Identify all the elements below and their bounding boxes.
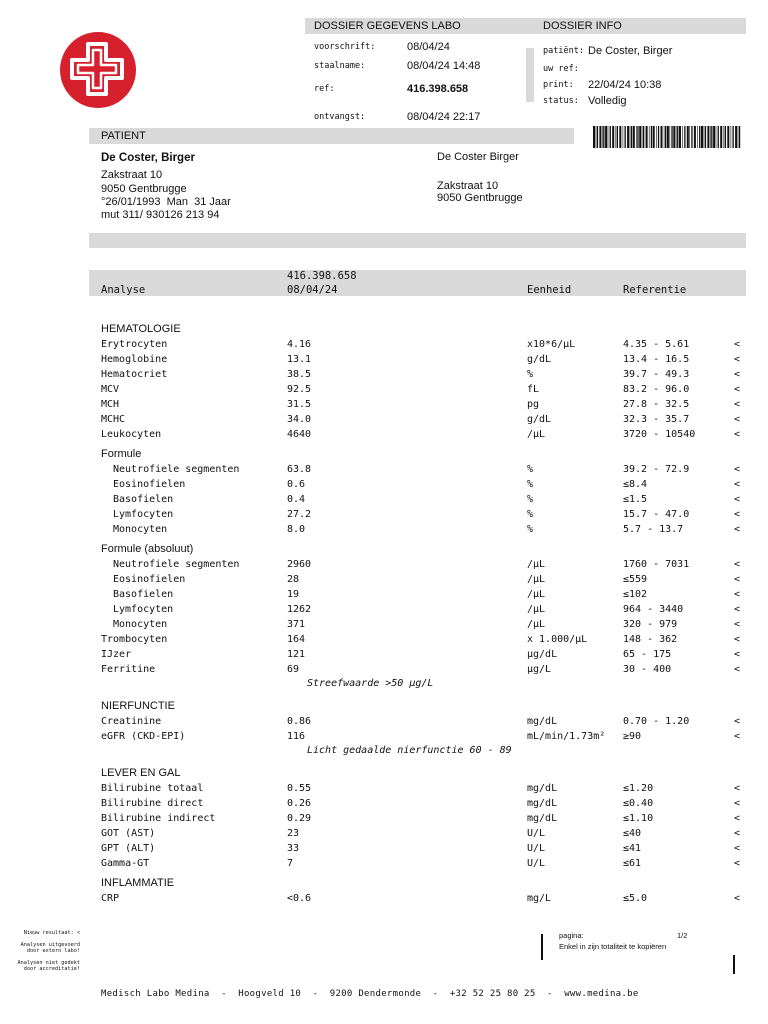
result-unit: µg/L: [527, 664, 552, 675]
new-result-flag: <: [734, 731, 741, 742]
result-unit: %: [527, 479, 534, 490]
reference-range: ≥90: [623, 731, 642, 742]
col-date: 08/04/24: [287, 284, 338, 296]
new-result-flag: <: [734, 559, 741, 570]
new-result-flag: <: [734, 339, 741, 350]
analysis-name: Neutrofiele segmenten: [113, 559, 240, 570]
analysis-name: MCHC: [101, 414, 126, 425]
result-unit: mg/dL: [527, 716, 558, 727]
results-table: [0, 322, 768, 906]
result-unit: %: [527, 524, 534, 535]
result-unit: g/dL: [527, 414, 552, 425]
info-side-bar: [526, 48, 534, 102]
reference-range: 4.35 - 5.61: [623, 339, 690, 350]
reference-range: 1760 - 7031: [623, 559, 690, 570]
result-value: 23: [287, 828, 300, 839]
mail-city: 9050 Gentbrugge: [437, 192, 523, 204]
section-note: Licht gedaalde nierfunctie 60 - 89: [307, 745, 512, 756]
analysis-name: Lymfocyten: [113, 604, 174, 615]
result-value: 121: [287, 649, 306, 660]
page-corner-rule: [733, 955, 735, 974]
result-row: [0, 811, 768, 826]
reference-range: 39.2 - 72.9: [623, 464, 690, 475]
section-title: Formule (absoluut): [101, 543, 194, 555]
result-unit: fL: [527, 384, 540, 395]
result-value: 7: [287, 858, 294, 869]
result-row: [0, 572, 768, 587]
patient-bar: [89, 128, 574, 144]
result-unit: /µL: [527, 589, 546, 600]
result-row: [0, 507, 768, 522]
new-result-flag: <: [734, 384, 741, 395]
section-title: NIERFUNCTIE: [101, 700, 175, 712]
result-value: 116: [287, 731, 306, 742]
new-result-flag: <: [734, 716, 741, 727]
new-result-flag: <: [734, 509, 741, 520]
reference-range: ≤1.10: [623, 813, 654, 824]
analysis-name: Creatinine: [101, 716, 162, 727]
reference-range: ≤41: [623, 843, 642, 854]
new-result-flag: <: [734, 634, 741, 645]
result-unit: %: [527, 464, 534, 475]
result-unit: %: [527, 494, 534, 505]
result-unit: mg/dL: [527, 783, 558, 794]
new-result-flag: <: [734, 858, 741, 869]
new-result-flag: <: [734, 524, 741, 535]
result-value: 371: [287, 619, 306, 630]
new-result-flag: <: [734, 464, 741, 475]
analysis-name: Eosinofielen: [113, 574, 186, 585]
result-value: 0.6: [287, 479, 306, 490]
result-row: [0, 602, 768, 617]
result-row: [0, 891, 768, 906]
result-value: 0.55: [287, 783, 312, 794]
patient-value: De Coster, Birger: [588, 45, 673, 57]
ref-label: ref:: [314, 84, 335, 94]
reference-range: ≤0.40: [623, 798, 654, 809]
result-row: [0, 427, 768, 442]
mail-street: Zakstraat 10: [437, 180, 499, 192]
analysis-name: MCV: [101, 384, 120, 395]
result-row: [0, 367, 768, 382]
reference-range: 27.8 - 32.5: [623, 399, 690, 410]
analysis-name: Gamma-GT: [101, 858, 150, 869]
reference-range: ≤40: [623, 828, 642, 839]
staalname-value: 08/04/24 14:48: [407, 60, 481, 72]
result-value: 0.29: [287, 813, 312, 824]
footer-address: Medisch Labo Medina - Hoogveld 10 - 9200 Dendermonde - +32 52 25 80 25 - www.medina.be: [101, 989, 639, 999]
staalname-label: staalname:: [314, 61, 366, 71]
result-unit: mg/dL: [527, 813, 558, 824]
reference-range: 39.7 - 49.3: [623, 369, 690, 380]
lab-section-title: DOSSIER GEGEVENS LABO: [314, 20, 461, 32]
reference-range: 5.7 - 13.7: [623, 524, 684, 535]
analysis-name: Bilirubine indirect: [101, 813, 216, 824]
result-unit: %: [527, 369, 534, 380]
new-result-flag: <: [734, 649, 741, 660]
result-row: [0, 826, 768, 841]
analysis-name: Lymfocyten: [113, 509, 174, 520]
legend-external-2: door extern labo!: [26, 948, 80, 954]
new-result-flag: <: [734, 828, 741, 839]
result-unit: mL/min/1.73m²: [527, 731, 606, 742]
reference-range: 13.4 - 16.5: [623, 354, 690, 365]
col-analysis: Analyse: [101, 284, 146, 296]
analysis-name: eGFR (CKD-EPI): [101, 731, 186, 742]
new-result-flag: <: [734, 574, 741, 585]
reference-range: 65 - 175: [623, 649, 672, 660]
result-unit: mg/L: [527, 893, 552, 904]
barcode: [593, 126, 741, 148]
result-row: [0, 729, 768, 744]
result-value: 2960: [287, 559, 312, 570]
result-value: 8.0: [287, 524, 306, 535]
voorschrift-value: 08/04/24: [407, 41, 450, 53]
reference-range: 32.3 - 35.7: [623, 414, 690, 425]
patient-city: 9050 Gentbrugge: [101, 183, 187, 195]
patient-section-title: PATIENT: [101, 130, 146, 142]
result-unit: U/L: [527, 843, 546, 854]
result-value: 0.26: [287, 798, 312, 809]
analysis-name: IJzer: [101, 649, 132, 660]
legend-external: Analysen uitgevoerd: [20, 942, 80, 948]
ref-value: 416.398.658: [407, 83, 469, 95]
result-unit: %: [527, 509, 534, 520]
section-title: HEMATOLOGIE: [101, 323, 181, 335]
analysis-name: CRP: [101, 893, 120, 904]
result-unit: µg/dL: [527, 649, 558, 660]
new-result-flag: <: [734, 619, 741, 630]
patient-name: De Coster, Birger: [101, 152, 195, 164]
result-value: 34.0: [287, 414, 312, 425]
section-title: LEVER EN GAL: [101, 767, 181, 779]
patient-birth: °26/01/1993 Man 31 Jaar: [101, 196, 231, 208]
status-value: Volledig: [588, 95, 627, 107]
result-value: 28: [287, 574, 300, 585]
result-row: [0, 352, 768, 367]
analysis-name: Monocyten: [113, 524, 168, 535]
patient-insurance: mut 311/ 930126 213 94: [101, 209, 220, 221]
result-value: 69: [287, 664, 300, 675]
uwref-label: uw ref:: [543, 64, 579, 74]
new-result-flag: <: [734, 369, 741, 380]
analysis-name: Ferritine: [101, 664, 156, 675]
col-unit: Eenheid: [527, 284, 572, 296]
result-unit: x 1.000/µL: [527, 634, 588, 645]
result-unit: /µL: [527, 604, 546, 615]
new-result-flag: <: [734, 354, 741, 365]
result-row: [0, 492, 768, 507]
new-result-flag: <: [734, 798, 741, 809]
ontvangst-value: 08/04/24 22:17: [407, 111, 481, 123]
new-result-flag: <: [734, 893, 741, 904]
reference-range: 30 - 400: [623, 664, 672, 675]
result-unit: U/L: [527, 828, 546, 839]
analysis-name: Leukocyten: [101, 429, 162, 440]
page-value: 1/2: [677, 931, 688, 940]
print-label: print:: [543, 80, 574, 90]
result-value: 19: [287, 589, 300, 600]
result-row: [0, 337, 768, 352]
reference-range: ≤559: [623, 574, 648, 585]
result-row: [0, 397, 768, 412]
new-result-flag: <: [734, 414, 741, 425]
page-info-rule: [541, 934, 543, 960]
result-value: 0.4: [287, 494, 306, 505]
reference-range: 15.7 - 47.0: [623, 509, 690, 520]
result-row: [0, 557, 768, 572]
result-row: [0, 522, 768, 537]
result-unit: pg: [527, 399, 540, 410]
new-result-flag: <: [734, 843, 741, 854]
analysis-name: Basofielen: [113, 589, 174, 600]
col-ref-number: 416.398.658: [287, 270, 357, 282]
reference-range: ≤8.4: [623, 479, 648, 490]
legend: [0, 930, 80, 972]
result-row: [0, 462, 768, 477]
analysis-name: Neutrofiele segmenten: [113, 464, 240, 475]
result-unit: x10*6/µL: [527, 339, 576, 350]
ontvangst-label: ontvangst:: [314, 112, 366, 122]
result-row: [0, 856, 768, 871]
result-unit: /µL: [527, 429, 546, 440]
reference-range: ≤1.5: [623, 494, 648, 505]
result-row: [0, 477, 768, 492]
result-row: [0, 781, 768, 796]
analysis-name: Trombocyten: [101, 634, 168, 645]
result-unit: /µL: [527, 619, 546, 630]
result-row: [0, 412, 768, 427]
reference-range: 320 - 979: [623, 619, 678, 630]
analysis-name: GPT (ALT): [101, 843, 156, 854]
new-result-flag: <: [734, 399, 741, 410]
reference-range: 148 - 362: [623, 634, 678, 645]
result-unit: U/L: [527, 858, 546, 869]
status-label: status:: [543, 96, 579, 106]
result-value: 38.5: [287, 369, 312, 380]
result-row: [0, 662, 768, 677]
result-value: 27.2: [287, 509, 312, 520]
new-result-flag: <: [734, 783, 741, 794]
new-result-flag: <: [734, 429, 741, 440]
result-unit: /µL: [527, 559, 546, 570]
result-value: 92.5: [287, 384, 312, 395]
result-row: [0, 587, 768, 602]
copy-note: Enkel in zijn totaliteit te kopiëren: [559, 942, 667, 951]
analysis-name: GOT (AST): [101, 828, 156, 839]
reference-range: ≤102: [623, 589, 648, 600]
analysis-name: Hemoglobine: [101, 354, 168, 365]
reference-range: 0.70 - 1.20: [623, 716, 690, 727]
mail-name: De Coster Birger: [437, 151, 519, 163]
result-value: 63.8: [287, 464, 312, 475]
col-reference: Referentie: [623, 284, 687, 296]
legend-accreditation-2: door accreditatie!: [23, 966, 80, 972]
new-result-flag: <: [734, 604, 741, 615]
analysis-name: Hematocriet: [101, 369, 168, 380]
separator-bar: [89, 233, 746, 248]
new-result-flag: <: [734, 813, 741, 824]
analysis-name: Eosinofielen: [113, 479, 186, 490]
result-value: 33: [287, 843, 300, 854]
reference-range: ≤1.20: [623, 783, 654, 794]
result-value: 31.5: [287, 399, 312, 410]
result-unit: /µL: [527, 574, 546, 585]
section-title: INFLAMMATIE: [101, 877, 175, 889]
result-row: [0, 617, 768, 632]
voorschrift-label: voorschrift:: [314, 42, 376, 52]
result-row: [0, 796, 768, 811]
analysis-name: Bilirubine direct: [101, 798, 204, 809]
result-row: [0, 841, 768, 856]
result-row: [0, 647, 768, 662]
reference-range: 83.2 - 96.0: [623, 384, 690, 395]
lab-logo: [60, 22, 136, 118]
analysis-name: Monocyten: [113, 619, 168, 630]
info-section-title: DOSSIER INFO: [543, 20, 622, 32]
analysis-name: Bilirubine totaal: [101, 783, 204, 794]
print-value: 22/04/24 10:38: [588, 79, 662, 91]
result-row: [0, 714, 768, 729]
reference-range: ≤61: [623, 858, 642, 869]
section-title: Formule: [101, 448, 142, 460]
result-value: 0.86: [287, 716, 312, 727]
analysis-name: Erytrocyten: [101, 339, 168, 350]
reference-range: 964 - 3440: [623, 604, 684, 615]
result-row: [0, 382, 768, 397]
page-label: pagina:: [559, 931, 584, 940]
analysis-name: Basofielen: [113, 494, 174, 505]
legend-new-result: Nieuw resultaat: <: [23, 930, 80, 936]
patient-street: Zakstraat 10: [101, 169, 163, 181]
legend-accreditation: Analysen niet gedekt: [17, 960, 80, 966]
section-note: Streefwaarde >50 µg/L: [307, 678, 434, 689]
new-result-flag: <: [734, 494, 741, 505]
result-unit: g/dL: [527, 354, 552, 365]
reference-range: ≤5.0: [623, 893, 648, 904]
result-value: 4640: [287, 429, 312, 440]
result-value: 4.16: [287, 339, 312, 350]
result-value: 13.1: [287, 354, 312, 365]
new-result-flag: <: [734, 479, 741, 490]
new-result-flag: <: [734, 664, 741, 675]
analysis-name: MCH: [101, 399, 120, 410]
result-row: [0, 632, 768, 647]
patient-label: patiënt:: [543, 46, 584, 56]
result-unit: mg/dL: [527, 798, 558, 809]
new-result-flag: <: [734, 589, 741, 600]
result-value: 1262: [287, 604, 312, 615]
result-value: <0.6: [287, 893, 312, 904]
reference-range: 3720 - 10540: [623, 429, 696, 440]
result-value: 164: [287, 634, 306, 645]
